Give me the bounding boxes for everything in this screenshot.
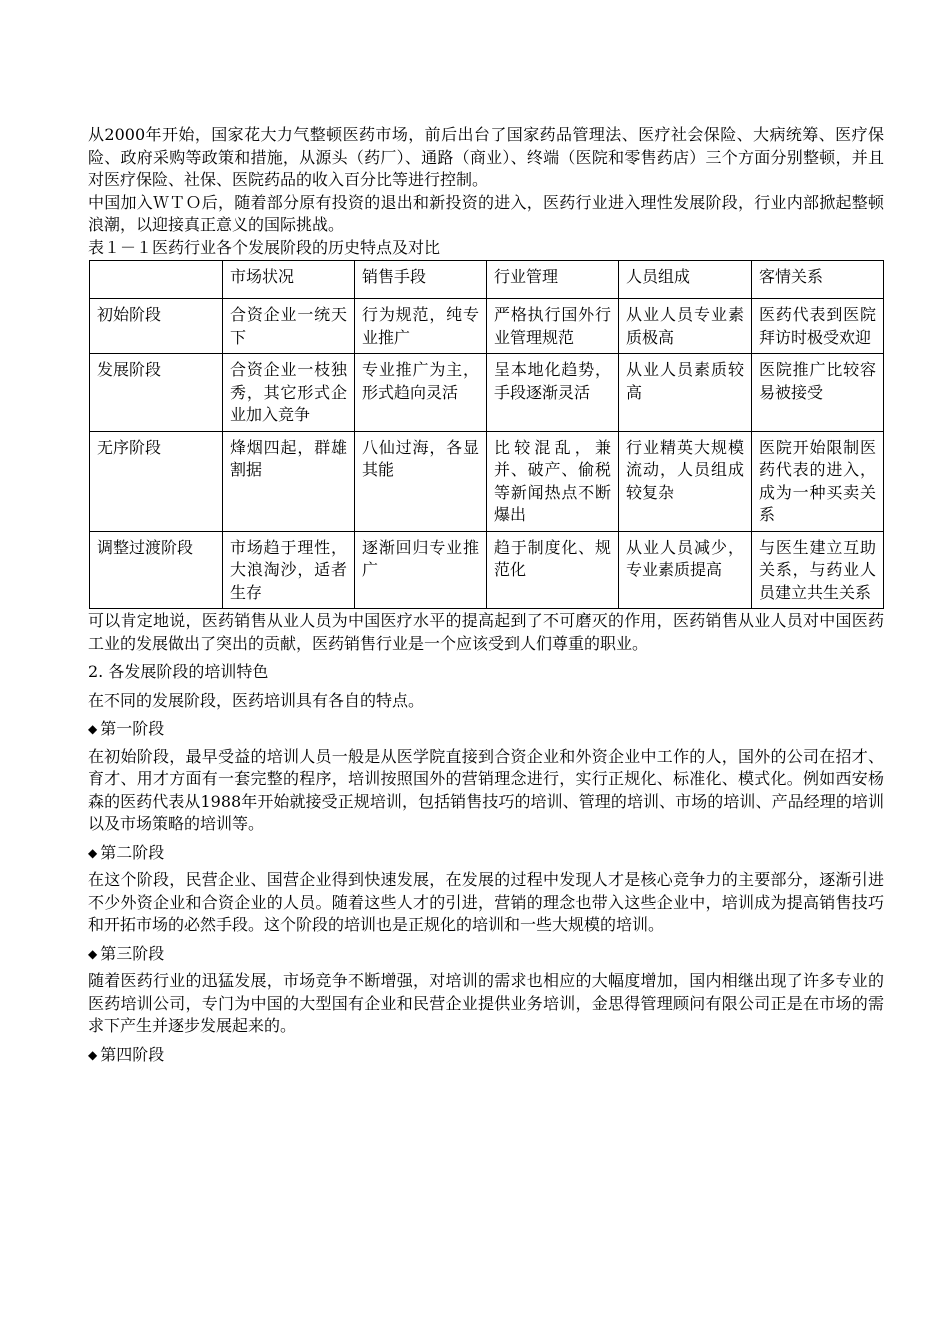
section-heading: 2. 各发展阶段的培训特色 — [88, 662, 269, 681]
table-cell: 行业精英大规模流动，人员组成较复杂 — [619, 431, 752, 531]
diamond-bullet-icon: ◆ — [88, 946, 98, 961]
table-row — [90, 299, 884, 354]
section-intro: 在不同的发展阶段，医药培训具有各自的特点。 — [88, 690, 425, 710]
stage-title: 第二阶段 — [100, 842, 165, 862]
table-cell: 医院推广比较容易被接受 — [752, 354, 884, 432]
table-cell: 烽烟四起，群雄割据 — [223, 431, 355, 531]
table-cell: 从业人员素质较高 — [619, 354, 752, 432]
table-cell: 八仙过海，各显其能 — [355, 431, 487, 531]
table-header-row — [90, 261, 884, 299]
stage-heading — [88, 1044, 884, 1068]
table-cell: 从业人员减少，专业素质提高 — [619, 531, 752, 609]
table-row — [90, 354, 884, 432]
stage-title: 第四阶段 — [100, 1044, 165, 1064]
table-header-cell: 销售手段 — [355, 261, 487, 299]
table-cell: 合资企业一统天下 — [223, 299, 355, 354]
diamond-bullet-icon: ◆ — [88, 722, 98, 736]
table-cell: 行为规范，纯专业推广 — [355, 299, 487, 354]
stage-title: 第一阶段 — [100, 719, 165, 738]
table-header-cell — [90, 261, 223, 299]
intro-paragraph-2: 中国加入ＷＴＯ后，随着部分原有投资的退出和新投资的进入，医药行业进入理性发展阶段，行业内部掀起整顿浪潮，以迎接真正意义的国际挑战。 — [88, 192, 884, 234]
diamond-bullet-icon: ◆ — [88, 1047, 98, 1062]
intro-paragraph-1: 从2000年开始，国家花大力气整顿医药市场，前后出台了国家药品管理法、医疗社会保险、大病统筹、医疗保险、政府采购等政策和措施，从源头（药厂）、通路（商业）、终端（医院和零售药店）三个方面分别整顿，并且对医疗保险、社保、医院药品的收入百分比等进行控制。 — [88, 125, 884, 189]
stage-paragraph: 在这个阶段，民营企业、国营企业得到快速发展，在发展的过程中发现人才是核心竞争力的主要部分，逐渐引进不少外资企业和合资企业的人员。随着这些人才的引进，营销的理念也带入这些企业中，培训成为提高销售技巧和开拓市场的必然手段。这个阶段的培训也是正规化的培训和一些大规模的培训。 — [88, 870, 884, 934]
table-row — [90, 431, 884, 531]
table-cell: 与医生建立互助关系，与药业人员建立共生关系 — [752, 531, 884, 609]
stage-heading — [88, 718, 884, 742]
table-cell: 比较混乱，兼并、破产、偷税等新闻热点不断爆出 — [487, 431, 619, 531]
table-cell: 医院开始限制医药代表的进入，成为一种买卖关系 — [752, 431, 884, 531]
table-cell: 初始阶段 — [90, 299, 223, 354]
table-header-cell: 人员组成 — [619, 261, 752, 299]
stage-heading — [88, 943, 884, 967]
table-cell: 无序阶段 — [90, 431, 223, 531]
after-table-paragraph: 可以肯定地说，医药销售从业人员为中国医疗水平的提高起到了不可磨灭的作用，医药销售从业人员对中国医药工业的发展做出了突出的贡献，医药销售行业是一个应该受到人们尊重的职业。 — [88, 611, 884, 653]
table-row — [90, 531, 884, 609]
table-header-cell: 市场状况 — [223, 261, 355, 299]
stages-comparison-table — [89, 260, 884, 609]
table-header-cell: 行业管理 — [487, 261, 619, 299]
table-header-cell: 客情关系 — [752, 261, 884, 299]
table-cell: 专业推广为主，形式趋向灵活 — [355, 354, 487, 432]
table-cell: 呈本地化趋势，手段逐渐灵活 — [487, 354, 619, 432]
table-cell: 医药代表到医院拜访时极受欢迎 — [752, 299, 884, 354]
stage-paragraph: 在初始阶段，最早受益的培训人员一般是从医学院直接到合资企业和外资企业中工作的人，国外的公司在招才、育才、用才方面有一套完整的程序，培训按照国外的营销理念进行，实行正规化、标准化、模式化。例如西安杨森的医药代表从1988年开始就接受正规培训，包括销售技巧的培训、管理的培训、市场的培训、产品经理的培训以及市场策略的培训等。 — [88, 746, 884, 833]
document-page — [88, 124, 884, 1071]
table-cell: 从业人员专业素质极高 — [619, 299, 752, 354]
stage-heading — [88, 842, 884, 866]
table-cell: 逐渐回归专业推广 — [355, 531, 487, 609]
table-cell: 合资企业一枝独秀，其它形式企业加入竞争 — [223, 354, 355, 432]
stage-title: 第三阶段 — [100, 943, 165, 963]
diamond-bullet-icon: ◆ — [88, 845, 98, 860]
stage-paragraph: 随着医药行业的迅猛发展，市场竞争不断增强，对培训的需求也相应的大幅度增加，国内相继出现了许多专业的医药培训公司，专门为中国的大型国有企业和民营企业提供业务培训，金思得管理顾问有限公司正是在市场的需求下产生并逐步发展起来的。 — [88, 971, 884, 1035]
table-cell: 趋于制度化、规范化 — [487, 531, 619, 609]
table-cell: 严格执行国外行业管理规范 — [487, 299, 619, 354]
table-cell: 市场趋于理性，大浪淘沙，适者生存 — [223, 531, 355, 609]
table-cell: 发展阶段 — [90, 354, 223, 432]
table-caption: 表１－１医药行业各个发展阶段的历史特点及对比 — [88, 237, 441, 257]
table-cell: 调整过渡阶段 — [90, 531, 223, 609]
